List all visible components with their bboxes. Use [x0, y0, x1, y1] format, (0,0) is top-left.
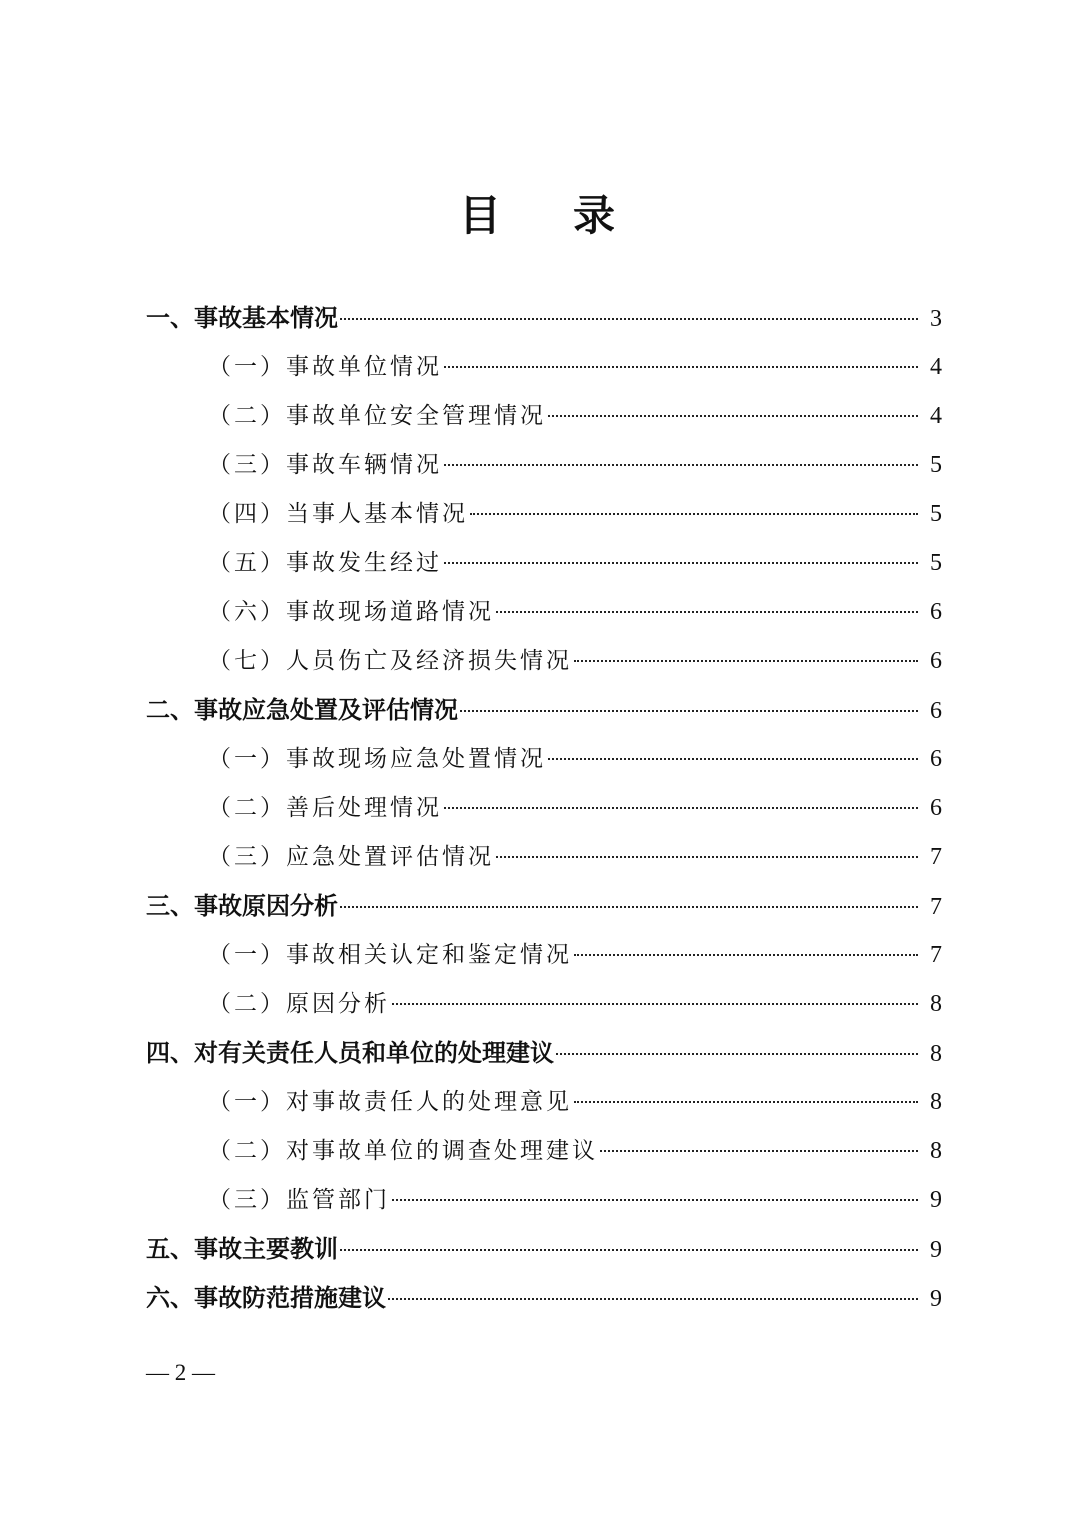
toc-dot-leader	[574, 660, 918, 662]
toc-entry-page-number: 8	[930, 1089, 942, 1115]
toc-entry-label: （五）事故发生经过	[208, 550, 442, 576]
toc-subsection-entry[interactable]	[146, 931, 942, 980]
title-char-2: 录	[573, 191, 616, 240]
toc-entry-label: 五、事故主要教训	[146, 1235, 338, 1263]
toc-dot-leader	[388, 1298, 918, 1300]
page-title	[0, 188, 1074, 244]
toc-entry-page-number: 7	[930, 942, 942, 968]
toc-entry-label: （三）监管部门	[208, 1187, 390, 1213]
toc-entry-page-number: 4	[930, 354, 942, 380]
toc-section-entry[interactable]	[146, 1225, 942, 1274]
toc-entry-label: （七）人员伤亡及经济损失情况	[208, 648, 572, 674]
toc-dot-leader	[460, 710, 918, 712]
title-char-1: 目	[458, 191, 501, 240]
toc-dot-leader	[556, 1053, 918, 1055]
toc-dot-leader	[444, 464, 918, 466]
toc-entry-label: 三、事故原因分析	[146, 892, 338, 920]
toc-entry-label: 四、对有关责任人员和单位的处理建议	[146, 1039, 554, 1067]
toc-section-entry[interactable]	[146, 686, 942, 735]
toc-entry-page-number: 9	[930, 1237, 942, 1263]
toc-entry-label: （四）当事人基本情况	[208, 501, 468, 527]
toc-section-entry[interactable]	[146, 1274, 942, 1323]
toc-entry-page-number: 6	[930, 698, 942, 724]
toc-entry-label: （二）事故单位安全管理情况	[208, 403, 546, 429]
page-number: — 2 —	[146, 1360, 215, 1385]
toc-section-entry[interactable]	[146, 1029, 942, 1078]
toc-subsection-entry[interactable]	[146, 1176, 942, 1225]
toc-dot-leader	[600, 1150, 918, 1152]
toc-entry-label: 二、事故应急处置及评估情况	[146, 696, 458, 724]
toc-subsection-entry[interactable]	[146, 735, 942, 784]
toc-dot-leader	[574, 954, 918, 956]
toc-dot-leader	[392, 1003, 918, 1005]
toc-subsection-entry[interactable]	[146, 1078, 942, 1127]
toc-dot-leader	[444, 807, 918, 809]
toc-section-entry[interactable]	[146, 882, 942, 931]
toc-dot-leader	[340, 1249, 918, 1251]
toc-subsection-entry[interactable]	[146, 343, 942, 392]
toc-subsection-entry[interactable]	[146, 441, 942, 490]
toc-dot-leader	[470, 513, 918, 515]
toc-dot-leader	[496, 611, 918, 613]
toc-subsection-entry[interactable]	[146, 539, 942, 588]
toc-entry-label: （六）事故现场道路情况	[208, 599, 494, 625]
toc-entry-label: （二）善后处理情况	[208, 795, 442, 821]
toc-dot-leader	[548, 758, 918, 760]
toc-dot-leader	[574, 1101, 918, 1103]
toc-subsection-entry[interactable]	[146, 637, 942, 686]
toc-entry-label: （三）应急处置评估情况	[208, 844, 494, 870]
toc-subsection-entry[interactable]	[146, 588, 942, 637]
toc-entry-label: （三）事故车辆情况	[208, 452, 442, 478]
table-of-contents	[146, 294, 942, 1323]
toc-entry-label: （一）事故单位情况	[208, 354, 442, 380]
toc-entry-page-number: 5	[930, 452, 942, 478]
toc-entry-page-number: 5	[930, 550, 942, 576]
toc-dot-leader	[392, 1199, 918, 1201]
toc-entry-label: （一）事故现场应急处置情况	[208, 746, 546, 772]
toc-entry-label: （二）原因分析	[208, 991, 390, 1017]
toc-subsection-entry[interactable]	[146, 784, 942, 833]
toc-entry-page-number: 4	[930, 403, 942, 429]
toc-entry-label: 六、事故防范措施建议	[146, 1284, 386, 1312]
toc-entry-page-number: 8	[930, 1041, 942, 1067]
toc-entry-page-number: 6	[930, 746, 942, 772]
toc-entry-page-number: 7	[930, 894, 942, 920]
toc-entry-label: （一）事故相关认定和鉴定情况	[208, 942, 572, 968]
toc-dot-leader	[340, 906, 918, 908]
toc-subsection-entry[interactable]	[146, 1127, 942, 1176]
toc-subsection-entry[interactable]	[146, 980, 942, 1029]
toc-section-entry[interactable]	[146, 294, 942, 343]
toc-entry-label: 一、事故基本情况	[146, 304, 338, 332]
toc-dot-leader	[496, 856, 918, 858]
toc-dot-leader	[444, 562, 918, 564]
toc-entry-page-number: 3	[930, 306, 942, 332]
toc-entry-page-number: 7	[930, 844, 942, 870]
toc-entry-page-number: 9	[930, 1286, 942, 1312]
toc-subsection-entry[interactable]	[146, 490, 942, 539]
toc-entry-page-number: 6	[930, 648, 942, 674]
toc-entry-page-number: 8	[930, 1138, 942, 1164]
toc-entry-label: （一）对事故责任人的处理意见	[208, 1089, 572, 1115]
toc-entry-page-number: 5	[930, 501, 942, 527]
toc-entry-page-number: 8	[930, 991, 942, 1017]
toc-dot-leader	[548, 415, 918, 417]
toc-dot-leader	[444, 366, 918, 368]
toc-entry-page-number: 9	[930, 1187, 942, 1213]
toc-subsection-entry[interactable]	[146, 833, 942, 882]
toc-entry-page-number: 6	[930, 599, 942, 625]
toc-subsection-entry[interactable]	[146, 392, 942, 441]
toc-dot-leader	[340, 318, 918, 320]
toc-entry-page-number: 6	[930, 795, 942, 821]
toc-entry-label: （二）对事故单位的调查处理建议	[208, 1138, 598, 1164]
